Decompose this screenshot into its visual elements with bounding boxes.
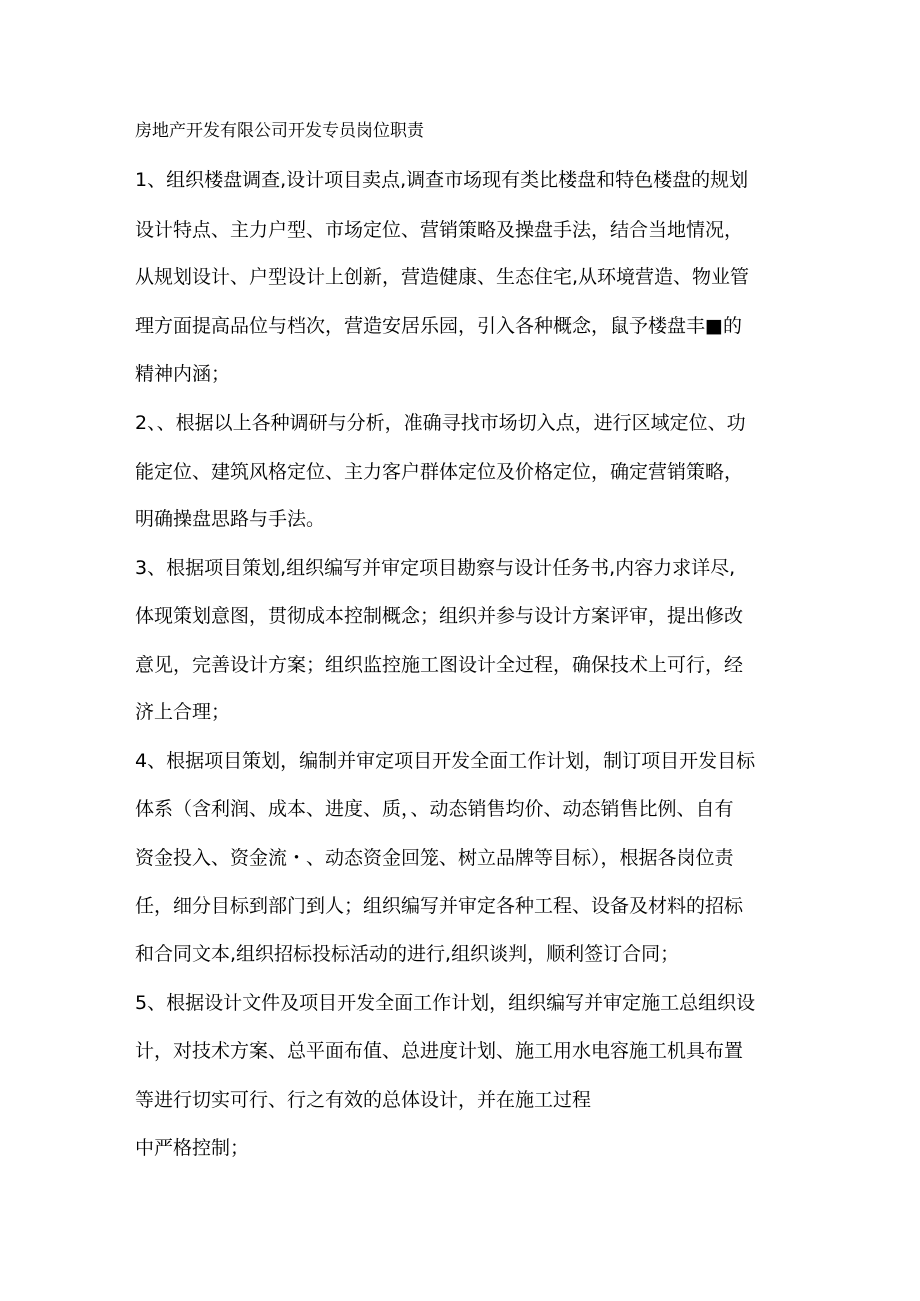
paragraph-4-line-5: 和合同文本,组织招标投标活动的进行,组织谈判，顺利签订合同； <box>135 943 680 965</box>
paragraph-2-line-2: 能定位、建筑风格定位、主力客户群体定位及价格定位，确定营销策略， <box>135 461 744 483</box>
paragraph-5-line-2: 计，对技术方案、总平面布值、总进度计划、施工用水电容施工机具布置 <box>135 1040 744 1062</box>
paragraph-1-line-5: 精神内涵； <box>135 363 231 385</box>
paragraph-4-line-4: 任，细分目标到部门到人；组织编写并审定各种工程、设备及材料的招标 <box>135 895 744 917</box>
paragraph-5-line-1: 5、根据设计文件及项目开发全面工作计划，组织编写并审定施工总组织设 <box>135 992 756 1014</box>
paragraph-2-line-1: 2、、根据以上各种调研与分析，准确寻找市场切入点，进行区域定位、功 <box>135 412 746 434</box>
paragraph-4-line-2: 体系（含利润、成本、进度、质，、动态销售均价、动态销售比例、自有 <box>135 798 734 820</box>
paragraph-1-line-4: 理方面提高品位与档次，营造安居乐园，引入各种概念，鼠予楼盘丰■的 <box>135 315 742 337</box>
paragraph-1-line-2: 设计特点、主力户型、市场定位、营销策略及操盘手法，结合当地情况， <box>135 219 744 241</box>
paragraph-5-line-4: 中严格控制； <box>135 1137 250 1159</box>
document-title: 房地产开发有限公司开发专员岗位职责 <box>135 121 424 141</box>
paragraph-5-line-3: 等进行切实可行、行之有效的总体设计，并在施工过程 <box>135 1089 592 1111</box>
paragraph-3-line-2: 体现策划意图，贯彻成本控制概念；组织并参与设计方案评审，提出修改 <box>135 605 744 627</box>
paragraph-3-line-4: 济上合理； <box>135 701 231 723</box>
paragraph-4-line-3: 资金投入、资金流・、动态资金回笼、树立品牌等目标），根据各岗位责 <box>135 847 734 869</box>
paragraph-2-line-3: 明确操盘思路与手法。 <box>135 508 326 530</box>
paragraph-1-line-3: 从规划设计、户型设计上创新，营造健康、生态住宅,从环境营造、物业管 <box>135 266 750 288</box>
paragraph-3-line-1: 3、根据项目策划,组织编写并审定项目勘察与设计任务书,内容力求详尽, <box>135 557 736 579</box>
paragraph-1-line-1: 1、组织楼盘调查,设计项目卖点,调查市场现有类比楼盘和特色楼盘的规划 <box>135 169 749 191</box>
paragraph-3-line-3: 意见，完善设计方案；组织监控施工图设计全过程，确保技术上可行，经 <box>135 654 744 676</box>
paragraph-4-line-1: 4、根据项目策划，编制并审定项目开发全面工作计划，制订项目开发目标 <box>135 750 756 772</box>
